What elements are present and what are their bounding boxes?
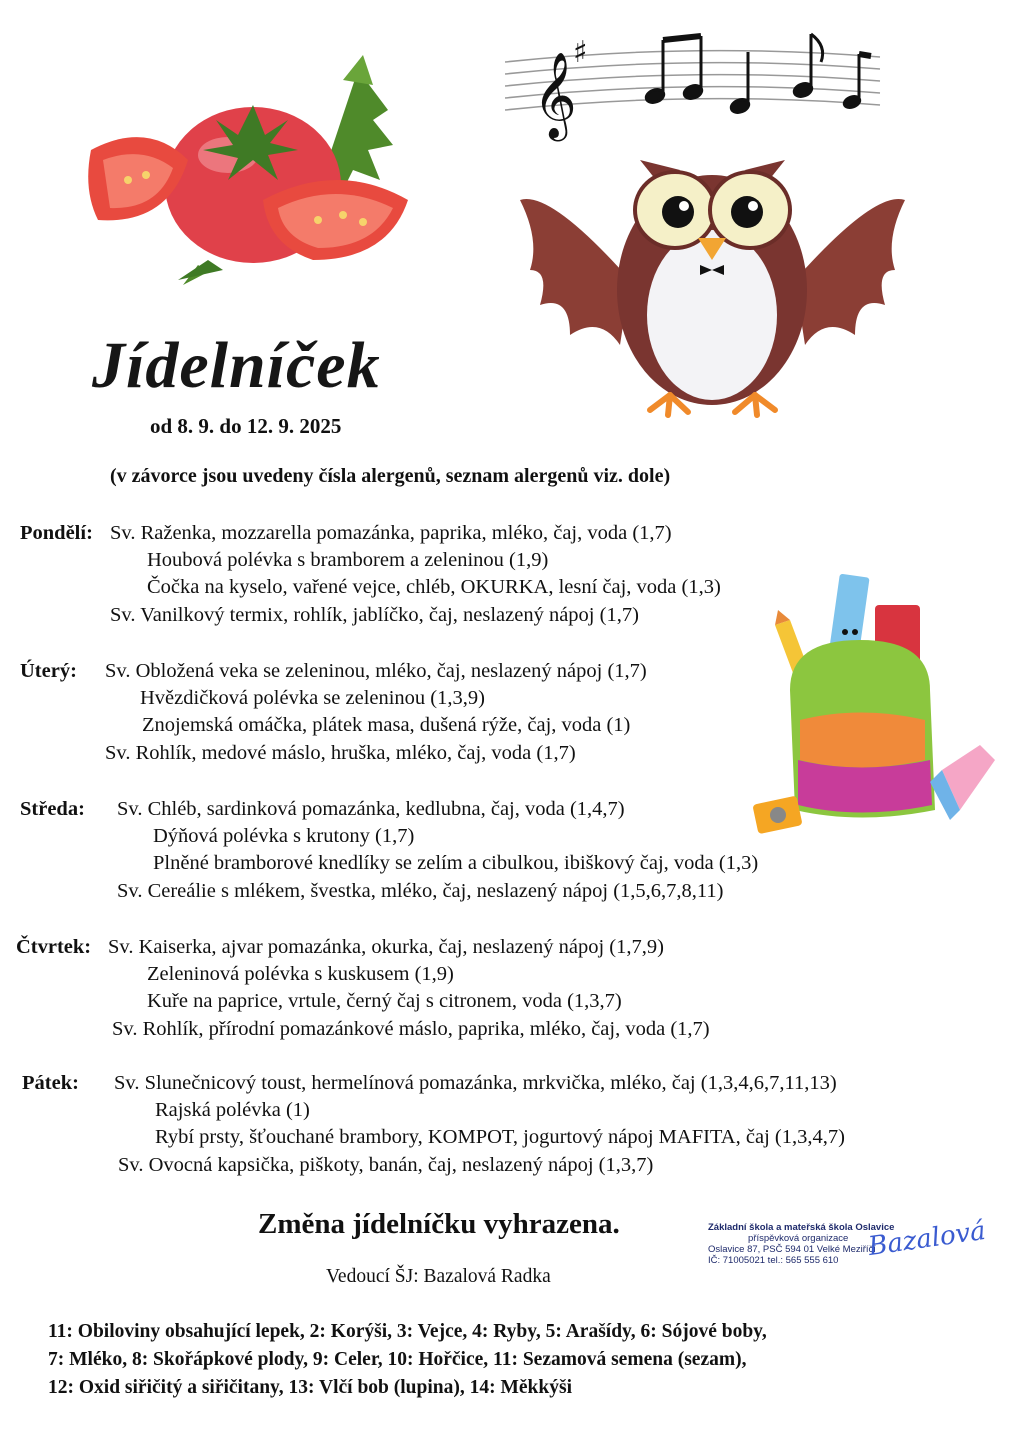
tomato-illustration xyxy=(88,50,428,285)
menu-line: Sv. Rohlík, medové máslo, hruška, mléko, čaj, voda (1,7) xyxy=(105,742,576,764)
page-title: Jídelníček xyxy=(92,329,381,402)
allergen-note: (v závorce jsou uvedeny čísla alergenů, seznam alergenů viz. dole) xyxy=(110,465,671,487)
change-notice: Změna jídelníčku vyhrazena. xyxy=(258,1208,620,1240)
menu-line: Rajská polévka (1) xyxy=(155,1099,310,1121)
menu-line: Rybí prsty, šťouchané brambory, KOMPOT, jogurtový nápoj MAFITA, čaj (1,3,4,7) xyxy=(155,1126,845,1148)
menu-line: Dýňová polévka s krutony (1,7) xyxy=(153,825,415,847)
date-range: od 8. 9. do 12. 9. 2025 xyxy=(150,414,342,438)
menu-line: Plněné bramborové knedlíky se zelím a cibulkou, ibiškový čaj, voda (1,3) xyxy=(153,852,759,874)
allergen-list-line: 11: Obiloviny obsahující lepek, 2: Korýši, 3: Vejce, 4: Ryby, 5: Arašídy, 6: Sójové boby, xyxy=(48,1321,767,1342)
menu-line: Sv. Slunečnicový toust, hermelínová pomazánka, mrkvička, mléko, čaj (1,3,4,6,7,11,13) xyxy=(114,1072,837,1094)
menu-line: Sv. Kaiserka, ajvar pomazánka, okurka, čaj, neslazený nápoj (1,7,9) xyxy=(108,936,664,958)
signature: Bazalová xyxy=(866,1215,988,1263)
svg-text:♯: ♯ xyxy=(573,35,588,70)
canteen-leader: Vedoucí ŠJ: Bazalová Radka xyxy=(326,1266,551,1287)
menu-line: Sv. Chléb, sardinková pomazánka, kedlubna, čaj, voda (1,4,7) xyxy=(117,798,625,820)
owl-illustration xyxy=(510,130,915,420)
day-label-thursday: Čtvrtek: xyxy=(16,936,92,958)
menu-line: Hvězdičková polévka se zeleninou (1,3,9) xyxy=(140,687,485,709)
day-label-monday: Pondělí: xyxy=(20,522,93,544)
menu-line: Sv. Vanilkový termix, rohlík, jablíčko, čaj, neslazený nápoj (1,7) xyxy=(110,604,639,626)
day-label-wednesday: Středa: xyxy=(20,798,85,820)
school-supplies-illustration xyxy=(750,560,1000,845)
allergen-list-line: 7: Mléko, 8: Skořápkové plody, 9: Celer, 10: Hořčice, 11: Sezamová semena (sezam), xyxy=(48,1349,747,1370)
menu-line: Čočka na kyselo, vařené vejce, chléb, OKURKA, lesní čaj, voda (1,3) xyxy=(147,576,721,598)
menu-line: Zeleninová polévka s kuskusem (1,9) xyxy=(147,963,454,985)
stamp-line: Základní škola a mateřská škola Oslavice xyxy=(708,1222,895,1233)
allergen-list-line: 12: Oxid siřičitý a siřičitany, 13: Vlčí bob (lupina), 14: Měkkýši xyxy=(48,1377,572,1398)
day-label-friday: Pátek: xyxy=(22,1072,79,1094)
day-label-tuesday: Úterý: xyxy=(20,660,77,682)
menu-line: Sv. Cereálie s mlékem, švestka, mléko, čaj, neslazený nápoj (1,5,6,7,8,11) xyxy=(117,880,724,902)
menu-line: Sv. Rohlík, přírodní pomazánkové máslo, paprika, mléko, čaj, voda (1,7) xyxy=(112,1018,710,1040)
menu-line: Sv. Raženka, mozzarella pomazánka, paprika, mléko, čaj, voda (1,7) xyxy=(110,522,672,544)
music-notes-illustration xyxy=(505,22,885,142)
menu-line: Znojemská omáčka, plátek masa, dušená rýže, čaj, voda (1) xyxy=(142,714,631,736)
menu-line: Sv. Ovocná kapsička, piškoty, banán, čaj, neslazený nápoj (1,3,7) xyxy=(118,1154,654,1176)
menu-line: Houbová polévka s bramborem a zeleninou (1,9) xyxy=(147,549,549,571)
stamp-line: příspěvková organizace xyxy=(748,1233,849,1244)
menu-line: Sv. Obložená veka se zeleninou, mléko, čaj, neslazený nápoj (1,7) xyxy=(105,660,647,682)
menu-line: Kuře na paprice, vrtule, černý čaj s citronem, voda (1,3,7) xyxy=(147,990,622,1012)
stamp-line: Oslavice 87, PSČ 594 01 Velké Meziříčí xyxy=(708,1244,876,1255)
stamp-line: IČ: 71005021 tel.: 565 555 610 xyxy=(708,1255,839,1266)
svg-text:𝄞: 𝄞 xyxy=(533,52,577,138)
